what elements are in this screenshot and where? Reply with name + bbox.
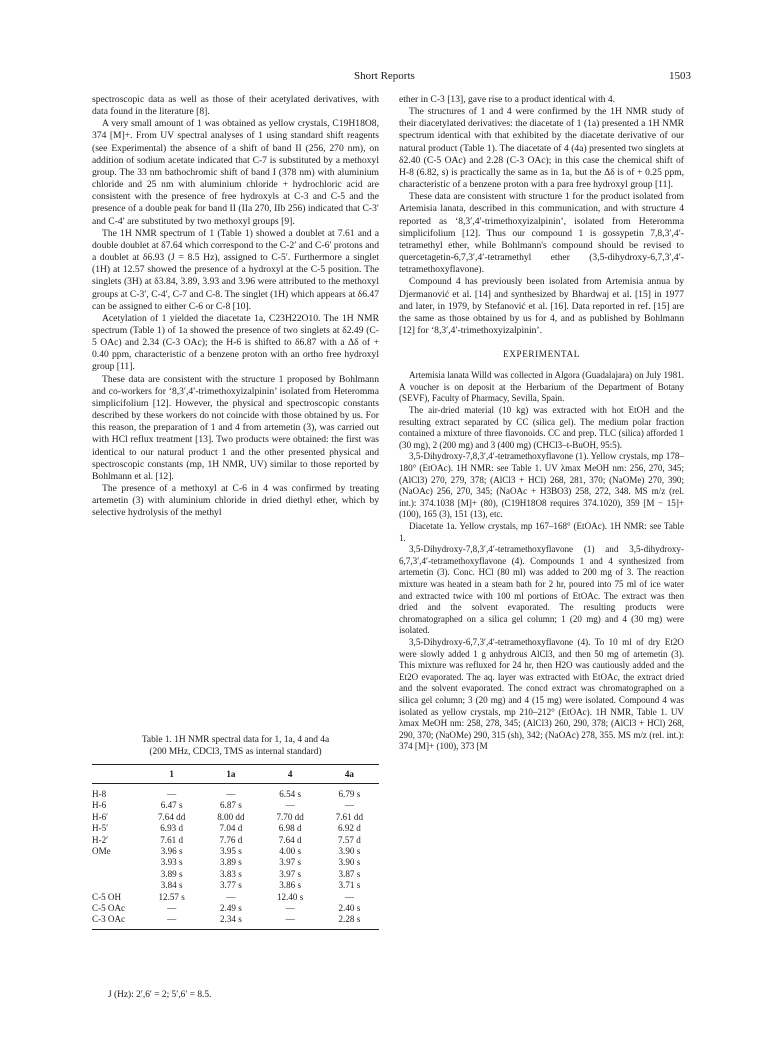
table-cell: 3.86 s xyxy=(279,880,301,891)
table-row xyxy=(92,903,379,914)
table-row xyxy=(92,846,379,857)
table-cell: 7.70 dd xyxy=(276,811,304,822)
row-label: OMe xyxy=(92,846,111,857)
table-body xyxy=(92,784,379,930)
row-label: H-8 xyxy=(92,789,107,799)
table-caption xyxy=(92,734,379,758)
page-number: 1503 xyxy=(669,70,691,82)
row-label: H-2′ xyxy=(92,834,109,845)
table-cell: 7.76 d xyxy=(219,834,243,845)
table-row xyxy=(92,880,379,891)
table-row xyxy=(92,892,379,903)
table-cell: 3.89 s xyxy=(160,868,183,879)
table-cell: 3.89 s xyxy=(220,857,242,868)
table-cell: — xyxy=(167,789,177,799)
paragraph: The air-dried material (10 kg) was extracted with hot EtOH and the resulting extract separated by CC (silica gel). The medium polar fraction contained a mixture of three flavonoids. CC and prep. TLC (silica) afforded 1 (30 mg), 2 (200 mg) and 3 (400 mg) (CHCl3–t-BuOH, 95:5). xyxy=(399,405,684,450)
table-cell: 7.61 dd xyxy=(335,811,364,822)
table-cell: — xyxy=(261,914,320,929)
table-cell: — xyxy=(226,891,236,902)
table-cell: — xyxy=(285,903,295,914)
paragraph: ether in C-3 [13], gave rise to a product identical with 4. xyxy=(399,94,616,105)
table-cell: — xyxy=(344,891,354,902)
table-header: 1a xyxy=(201,765,260,784)
table-cell: 3.71 s xyxy=(338,880,361,891)
paragraph: The structures of 1 and 4 were confirmed by the 1H NMR study of their diacetylated derivatives: the diacetate of 1 (1a) presented a 1H NMR spectrum identical with that exhibited by the diacetate derivative of our natural product (Table 1). The diacetate of 4 (4a) presented two singlets at δ2.40 (C-5 OAc) and 2.28 (C-3 OAc); in this case the chemical shift of H-8 (6.82, s) is practically the same as in 1a, but the Δδ is of + 0.25 ppm, characteristic of a benzene proton with a para free hydroxyl group [11]. xyxy=(399,106,684,191)
table-cell: 7.57 d xyxy=(338,834,361,845)
table-cell: 12.40 s xyxy=(276,891,304,902)
left-column xyxy=(92,94,379,519)
running-title: Short Reports xyxy=(354,70,415,82)
table-cell: 3.97 s xyxy=(279,868,301,879)
table-cell: 6.92 d xyxy=(338,823,361,834)
table-row xyxy=(92,823,379,834)
table-cell: 6.54 s xyxy=(279,789,301,799)
paragraph: Artemisia lanata Willd was collected in Algora (Guadalajara) on July 1981. A voucher is on deposit at the Herbarium of the Department of Botany (SEVF), Faculty of Pharmacy, Sevilla, Spain. xyxy=(399,370,684,404)
row-label: C-3 OAc xyxy=(92,914,142,929)
paragraph: 3,5-Dihydroxy-7,8,3′,4′-tetramethoxyflavone (1). Yellow crystals, mp 178–180° (EtOAc). 1H NMR: see Table 1. UV λmax MeOH nm: 256, 270, 345; (AlCl3) 270, 279, 378; (AlCl3 + HCl) 268, 281, 370; (NaOMe) 270, 390; (NaOAc) 256, 270, 345; (NaOAc + H3BO3) 258, 272, 348. MS m/z (rel. int.): 374.1038 [M]+ (80), (C19H18O8 requires 374.1020), 359 [M − 15]+ (100), 165 (3), 151 (13), etc. xyxy=(399,451,684,520)
paragraph: A very small amount of 1 was obtained as yellow crystals, C19H18O8, 374 [M]+. From UV spectral analyses of 1 using standard shift reagents (see Experimental) the absence of a shift of band II (256, 270 nm), on addition of sodium acetate indicated that C-7 is substituted by a methoxyl group. The 33 nm bathochromic shift of band I (378 nm) with aluminium chloride and 25 nm with aluminium chloride + hydrochloric acid are consistent with the presence of free hydroxyls at C-3 and C-5 and the presence of a double peak for band II (IIa 270, IIb 256) indicated that C-3′ and C-4′ are substituted by two methoxyl groups [9]. xyxy=(92,118,379,227)
row-label: C-5 OH xyxy=(92,891,122,902)
table-cell: 3.93 s xyxy=(160,857,183,868)
table-cell: 6.79 s xyxy=(338,789,361,799)
right-column xyxy=(399,94,684,753)
table-cell: — xyxy=(285,800,295,811)
table-cell: 3.77 s xyxy=(220,880,242,891)
row-label: C-5 OAc xyxy=(92,903,126,914)
paragraph: These data are consistent with structure 1 for the product isolated from Artemisia lanata, described in this communication, and with structure 4 reported as ‘8,3′,4′-trimethoxyizalpinin’, isolated from Heteromma simplicifolium [12]. Thus our compound 1 is gossypetin 7,8,3′,4′-tetramethyl ether, while Bohlmann's compound should be revised to quercetagetin-6,7,3′,4′-tetramethyl ether (3,5-dihydroxy-6,7,3′,4′-tetramethoxyflavone). xyxy=(399,191,684,276)
table-row xyxy=(92,914,379,929)
table-row xyxy=(92,835,379,846)
paragraph: Diacetate 1a. Yellow crystals, mp 167–168° (EtOAc). 1H NMR: see Table 1. xyxy=(399,521,684,543)
table-cell: — xyxy=(142,914,201,929)
table-header: 4a xyxy=(320,765,379,784)
table-header: 1 xyxy=(142,765,201,784)
table-cell: 7.04 d xyxy=(219,823,243,834)
table-cell: 7.64 dd xyxy=(157,811,186,822)
table-cell: 7.61 d xyxy=(160,834,183,845)
table-cell: 3.90 s xyxy=(338,857,361,868)
table-cell: 6.93 d xyxy=(160,823,183,834)
row-label: H-6 xyxy=(92,800,107,811)
paragraph: These data are consistent with the structure 1 proposed by Bohlmann and co-workers for ‘8,3′,4′-trimethoxyizalpinin’ isolated from Heteromma simplicifolium [12]. However, the physical and spectroscopic constants described by these workers do not coincide with those obtained by us. For this reason, the preparation of 1 and 4 from artemetin (3), was carried out with HCl reflux treatment [13]. Two products were obtained: the first was identical to our natural product 1 and the other presented physical and spectroscopic constants (mp, 1H NMR, UV) similar to those reported by Bohlmann et al. [12]. xyxy=(92,373,379,482)
table-cell: 8.00 dd xyxy=(217,811,245,822)
row-label xyxy=(92,880,142,891)
table-cell: 3.96 s xyxy=(160,846,183,857)
row-label: H-5′ xyxy=(92,823,109,834)
table-caption-line: Table 1. 1H NMR spectral data for 1, 1a, 4 and 4a xyxy=(141,735,330,745)
row-label: H-6′ xyxy=(92,811,109,822)
table-cell: 2.34 s xyxy=(201,914,260,929)
paragraph: 3,5-Dihydroxy-6,7,3′,4′-tetramethoxyflavone (4). To 10 ml of dry Et2O were slowly added 1 g anhydrous AlCl3, and then 50 mg of artemetin (3). This mixture was refluxed for 24 hr, then H2O was cautiously added and the Et2O evaporated. The aq. layer was extracted with EtOAc, the extract dried and the solvent evaporated. The concd extract was chromatographed on a silica gel column; 3 (20 mg) and 4 (15 mg) were isolated. Compound 4 was isolated as yellow crystals, mp 210–212° (EtOAc). 1H NMR, Table 1. UV λmax MeOH nm: 258, 278, 345; (AlCl3) 260, 290, 378; (AlCl3 + HCl) 268, 290, 370; (NaOMe) 290, 315 (sh), 342; (NaOAc) 278, 355. MS m/z (rel. int.): 374 [M]+ (100), 373 [M xyxy=(399,636,684,752)
table-row xyxy=(92,857,379,868)
nmr-table xyxy=(92,764,379,930)
paragraph: Acetylation of 1 yielded the diacetate 1a, C23H22O10. The 1H NMR spectrum (Table 1) of 1a showed the presence of two singlets at δ2.49 (C-5 OAc) and 2.34 (C-3 OAc); the H-6 is shifted to δ6.87 with a Δδ of + 0.40 ppm, characteristic of a benzene proton with an ortho free hydroxyl group [11]. xyxy=(92,312,379,373)
table-row xyxy=(92,812,379,823)
table-row xyxy=(92,800,379,811)
table-cell: 2.49 s xyxy=(220,903,242,914)
table-cell: 3.95 s xyxy=(220,846,242,857)
table-cell: 7.64 d xyxy=(278,834,302,845)
experimental-section xyxy=(399,370,684,753)
table-header: 4 xyxy=(261,765,320,784)
section-title: EXPERIMENTAL xyxy=(503,349,580,360)
table-cell: 6.47 s xyxy=(160,800,183,811)
table-cell: 3.83 s xyxy=(220,868,242,879)
table-cell: 12.57 s xyxy=(158,891,185,902)
table-header xyxy=(92,765,142,784)
paragraph: spectroscopic data as well as those of their acetylated derivatives, with data found in the literature [8]. xyxy=(92,94,379,118)
table-cell: 4.00 s xyxy=(279,846,301,857)
paragraph: Compound 4 has previously been isolated from Artemisia annua by Djermanović et al. [14] and synthesized by Bhardwaj et al. [15] in 1977 and later, in 1979, by Stefanović et al. [16]. Data reported in ref. [15] are the same as those obtained by us for 4, and as published by Bohlmann [12] for ‘8,3′,4′-trimethoxyizalpinin’. xyxy=(399,276,684,336)
table-cell: 3.97 s xyxy=(279,857,301,868)
table-cell: — xyxy=(226,789,236,799)
paragraph: The presence of a methoxyl at C-6 in 4 was confirmed by treating artemetin (3) with aluminium chloride in dried diethyl ether, which by selective hydrolysis of the methyl xyxy=(92,483,379,519)
table-cell: 6.98 d xyxy=(278,823,302,834)
table-footnote: J (Hz): 2′,6′ = 2; 5′,6′ = 8.5. xyxy=(108,990,212,1000)
table-cell: 3.87 s xyxy=(338,868,361,879)
table-cell: 3.84 s xyxy=(160,880,183,891)
table-cell: 6.87 s xyxy=(220,800,242,811)
paragraph: The 1H NMR spectrum of 1 (Table 1) showed a doublet at 7.61 and a double doublet at δ7.64 which correspond to the C-2′ and C-6′ protons and a doublet at δ6.93 (J = 8.5 Hz), assigned to C-5′. Furthermore a singlet (1H) at 12.57 showed the presence of a hydroxyl at the C-5 position. The singlets (3H) at δ3.84, 3.89, 3.93 and 3.96 were attributed to the methoxyl groups at C-3′, C-4′, C-7 and C-8. The singlet (1H) which appears at δ6.47 can be assigned to either C-6 or C-8 [10]. xyxy=(92,227,379,312)
paragraph: 3,5-Dihydroxy-7,8,3′,4′-tetramethoxyflavone (1) and 3,5-dihydroxy-6,7,3′,4′-tetramethoxyflavone (4). Compounds 1 and 4 synthesized from artemetin (3). Conc. HCl (80 ml) was added to 200 mg of 3. The reaction mixture was heated in a steam bath for 2 hr, poured into 75 ml of ice water and extracted twice with 100 ml portions of EtOAc. The extract was then dried and the solvent evaporated. The resulting products were chromatographed on a silica gel column; 1 (20 mg) and 4 (30 mg) were isolated. xyxy=(399,544,684,636)
table-cell: — xyxy=(344,800,354,811)
table-cell: — xyxy=(167,903,177,914)
table-caption-line: (200 MHz, CDCl3, TMS as internal standard) xyxy=(149,747,322,757)
table-cell: 3.90 s xyxy=(338,846,361,857)
row-label xyxy=(92,869,142,880)
row-label xyxy=(92,857,142,868)
table-cell: 2.40 s xyxy=(338,903,361,914)
table-row xyxy=(92,784,379,801)
table-cell: 2.28 s xyxy=(320,914,379,929)
table-row xyxy=(92,869,379,880)
